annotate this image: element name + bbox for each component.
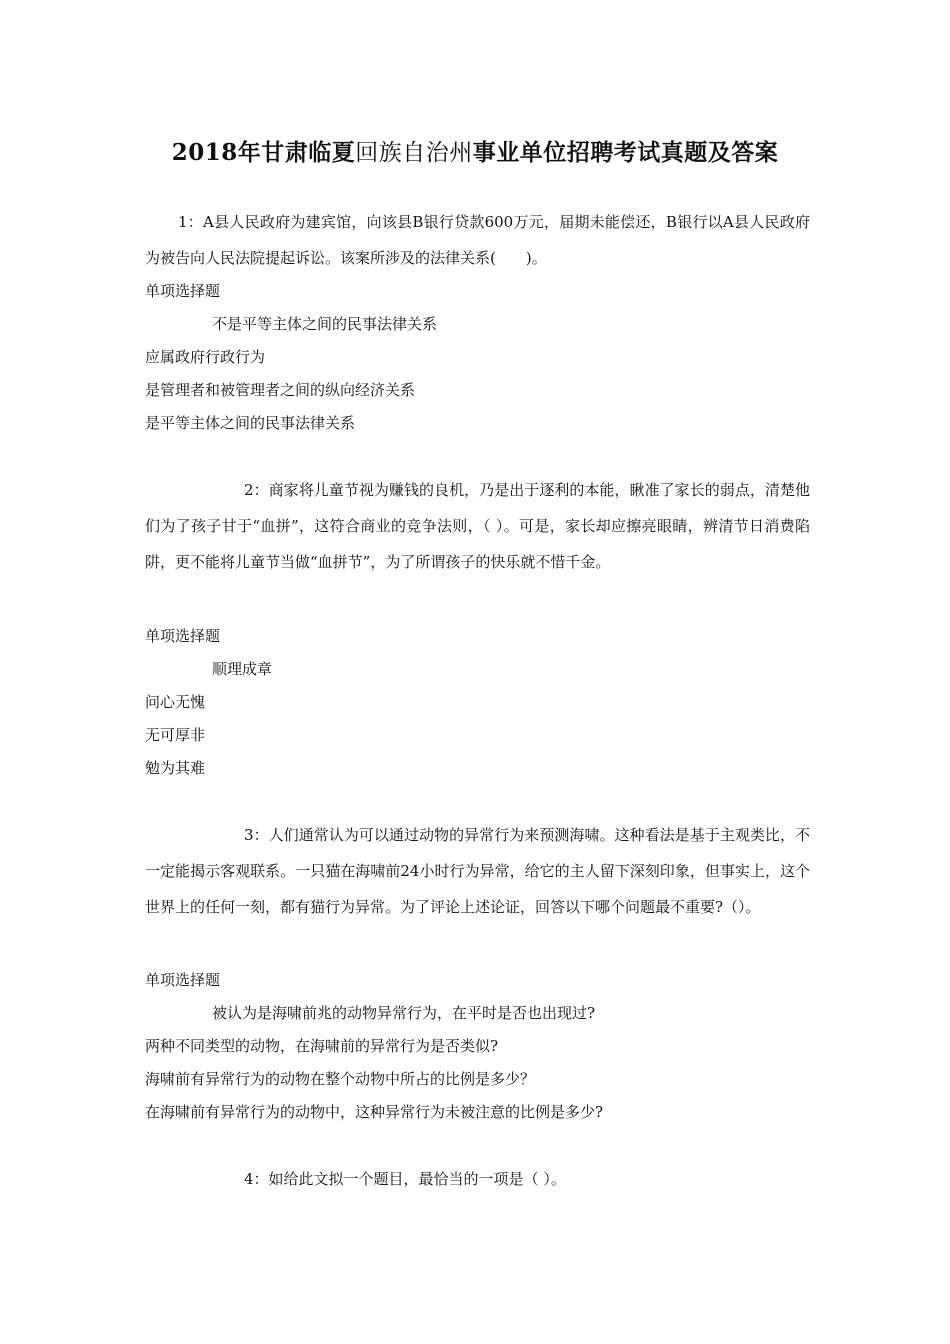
question-3-stem: 3：人们通常认为可以通过动物的异常行为来预测海啸。这种看法是基于主观类比，不一定能揭示客观联系。一只猫在海啸前24小时行为异常，给它的主人留下深刻印象，但事实上，这个世界上的任何一刻，都有猫行为异常。为了评论上述论证，回答以下哪个问题最不重要?（）。 <box>145 826 810 916</box>
question-2-option-b: 问心无愧 <box>145 693 206 711</box>
question-1-option-a: 不是平等主体之间的民事法律关系 <box>212 315 438 333</box>
question-3-option-a: 被认为是海啸前兆的动物异常行为，在平时是否也出现过? <box>212 1004 596 1022</box>
question-3-option-d: 在海啸前有异常行为的动物中，这种异常行为未被注意的比例是多少? <box>145 1103 604 1121</box>
question-1-type: 单项选择题 <box>145 282 221 300</box>
question-1-option-b: 应属政府行政行为 <box>145 348 266 366</box>
title-part-2: 回族自治州 <box>355 140 473 166</box>
question-3-option-b: 两种不同类型的动物，在海啸前的异常行为是否类似? <box>145 1037 499 1055</box>
question-2-stem: 2：商家将儿童节视为赚钱的良机，乃是出于逐利的本能，瞅准了家长的弱点，清楚他们为了孩子甘于“血拼”，这符合商业的竞争法则，（ ）。可是，家长却应擦亮眼睛，辨清节日消费陷阱，更不能将儿童节当做“血拼节”，为了所谓孩子的快乐就不惜千金。 <box>145 481 810 571</box>
question-2-option-a: 顺理成章 <box>212 660 273 678</box>
question-2-option-c: 无可厚非 <box>145 726 206 744</box>
page-title <box>0 134 950 167</box>
question-1-option-c: 是管理者和被管理者之间的纵向经济关系 <box>145 381 416 399</box>
title-part-1: 2018年甘肃临夏 <box>171 139 356 166</box>
question-1-stem: 1：A县人民政府为建宾馆，向该县B银行贷款600万元，届期未能偿还，B银行以A县人民政府为被告向人民法院提起诉讼。该案所涉及的法律关系( )。 <box>145 213 810 267</box>
question-3-type: 单项选择题 <box>145 971 221 989</box>
question-2-option-d: 勉为其难 <box>145 759 206 777</box>
question-2-type: 单项选择题 <box>145 627 221 645</box>
question-3-option-c: 海啸前有异常行为的动物在整个动物中所占的比例是多少？ <box>145 1070 536 1088</box>
question-4-stem: 4：如给此文拟一个题目，最恰当的一项是（ ）。 <box>244 1170 566 1188</box>
title-part-3: 事业单位招聘考试真题及答案 <box>472 139 779 166</box>
question-1-option-d: 是平等主体之间的民事法律关系 <box>145 414 356 432</box>
